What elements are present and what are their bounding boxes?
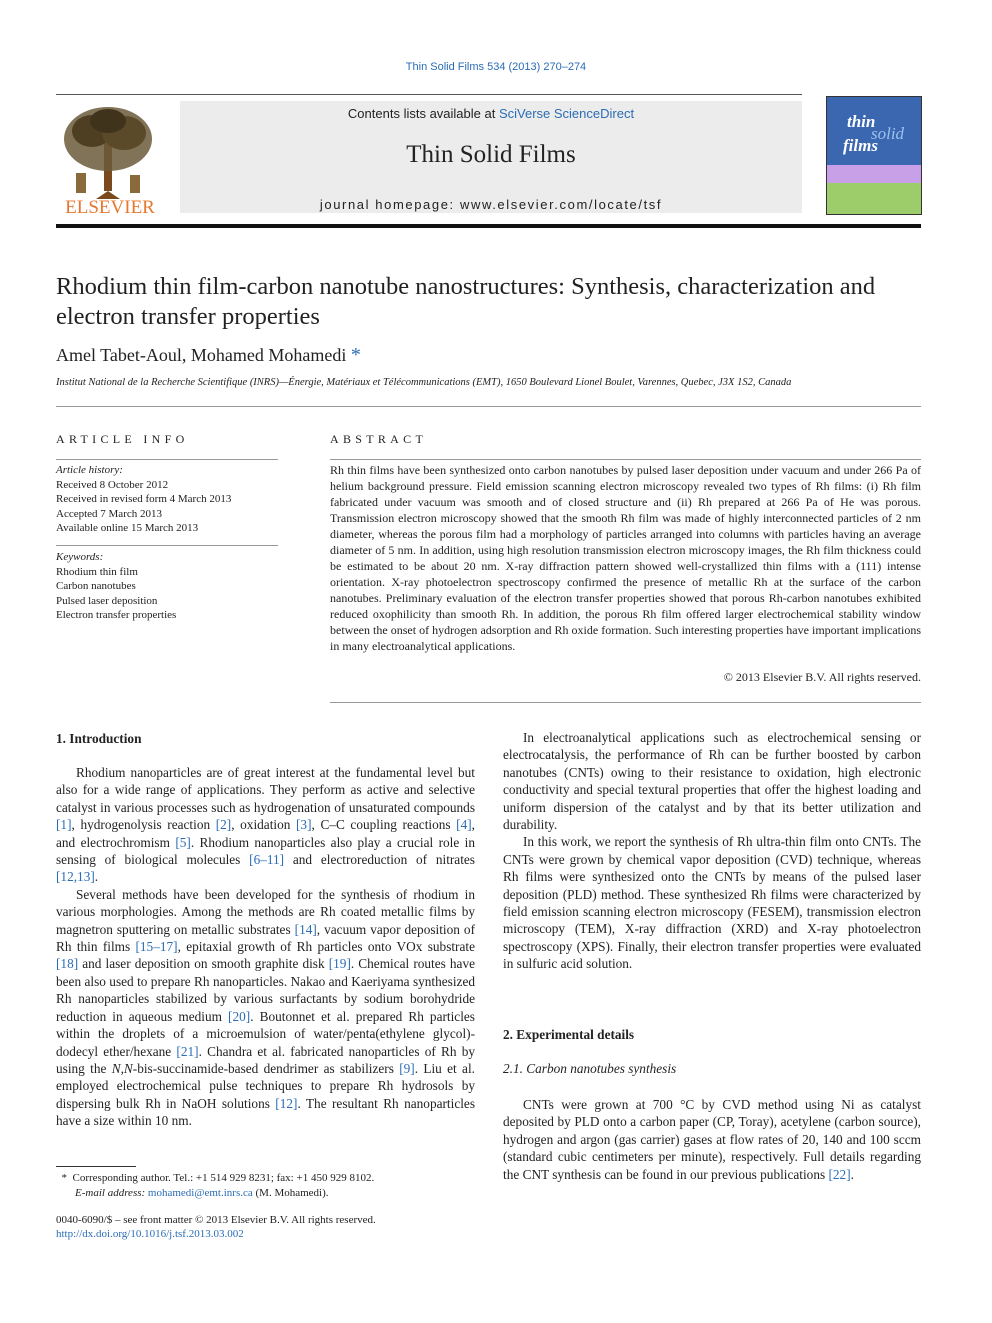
abstract-copyright: © 2013 Elsevier B.V. All rights reserved. xyxy=(723,670,921,684)
authors xyxy=(56,344,361,367)
corresponding-author-footnote xyxy=(56,1171,374,1186)
contents-line xyxy=(180,106,802,121)
title-rule xyxy=(56,406,921,407)
keywords xyxy=(56,550,278,623)
abstract-rule-top xyxy=(330,459,921,460)
elsevier-tree-icon xyxy=(56,103,164,215)
email-footnote xyxy=(75,1186,329,1201)
svg-text:solid: solid xyxy=(871,124,905,143)
elsevier-logo xyxy=(56,103,164,215)
affiliation: Institut National de la Recherche Scientifique (INRS)—Énergie, Matériaux et Télécommunications (EMT), 1650 Boulevard Lionel Boulet, Varennes, Quebec, J3X 1S2, Canada xyxy=(56,377,792,388)
keyword-item: Rhodium thin film xyxy=(56,565,138,578)
abstract-heading: ABSTRACT xyxy=(330,432,428,446)
journal-homepage[interactable]: journal homepage: www.elsevier.com/locate/tsf xyxy=(319,197,663,212)
keyword-item: Electron transfer properties xyxy=(56,609,177,622)
abstract-rule-bottom xyxy=(330,702,921,703)
header-thick-rule xyxy=(56,224,921,228)
corresponding-author-mark[interactable]: * xyxy=(350,344,361,366)
history-item: Accepted 7 March 2013 xyxy=(56,507,162,520)
journal-cover-thumbnail xyxy=(826,96,922,215)
keyword-item: Carbon nanotubes xyxy=(56,580,136,593)
paragraph: In this work, we report the synthesis of Rh ultra-thin film onto CNTs. The CNTs were grown by chemical vapor deposition (CVD) technique, whereas Rh films were synthesized onto the CNTs by means of the pulsed laser deposition (PLD) method. These synthesized Rh films were characterized by field emission scanning electron microscopy (FESEM), transmission electron microscopy (TEM), X-ray diffraction (XRD) and X-ray photoelectron spectroscopy (XPS). Finally, their electron transfer properties were evaluated in sulfuric acid solution. xyxy=(503,834,921,972)
paragraph: Rhodium nanoparticles are of great interest at the fundamental level but also for a wide range of applications. They perform as active and selective catalyst in various processes such as hydrogenation of unsaturated compounds [1], hydrogenolysis reaction [2], oxidation [3], C–C coupling reactions [4], and electrochromism [5]. Rhodium nanoparticles also play a crucial role in sensing of biological molecules [6–11] and electroreduction of nitrates [12,13]. xyxy=(56,765,475,885)
history-item: Received 8 October 2012 xyxy=(56,478,169,491)
email-suffix: (M. Mohamedi). xyxy=(252,1187,329,1199)
paragraph: In electroanalytical applications such as electrochemical sensing or electrocatalysis, the performance of Rh can be further boosted by carbon nanotubes (CNTs) owing to their resistance to oxidation, high electronic conductivity and special textural properties that offer the highest loading and uniform dispersion of the catalyst and by that its better utilization and durability. xyxy=(503,730,921,833)
keywords-label: Keywords: xyxy=(56,551,104,563)
keyword-item: Pulsed laser deposition xyxy=(56,594,158,607)
article-info-heading: ARTICLE INFO xyxy=(56,432,189,446)
cnt-synthesis-heading: 2.1. Carbon nanotubes synthesis xyxy=(503,1061,677,1076)
cnt-synthesis-body xyxy=(503,1096,921,1183)
svg-text:films: films xyxy=(843,136,878,155)
abstract-text: Rh thin films have been synthesized onto carbon nanotubes by pulsed laser deposition under vacuum and under 266 Pa of helium background pressure. Field emission scanning electron microscopy revealed two types of Rh films: (i) Rh film fabricated under vacuum was smooth and of closed structure and (ii) Rh prepared at 266 Pa of He was porous. Transmission electron microscopy showed that the smooth Rh film was made of highly interconnected particles of 2 nm diameter, whereas the porous film had a morphology of particles arranged into columns with particles having an average diameter of 5 nm. In addition, using high resolution transmission electron microscopy images, the Rh film thickness could be estimated to be about 20 nm. X-ray diffraction pattern showed well-crystallized thin films with a (111) intense orientation. X-ray photoelectron spectroscopy confirmed the presence of metallic Rh at the surface of the carbon nanotubes. Preliminary evaluation of the electron transfer properties showed that porous Rh-carbon nanotubes exhibited reduced oxophilicity than smooth Rh. In addition, the porous Rh film offered larger electrochemical stability window between the onset of hydrogen adsorption and Rh oxide formation. Such interesting properties have important implications in many electroanalytical applications. xyxy=(330,463,921,653)
header-rule xyxy=(56,94,802,95)
contents-prefix: Contents lists available at xyxy=(347,106,499,121)
svg-text:thin: thin xyxy=(847,112,876,131)
corresponding-author-text: Corresponding author. Tel.: +1 514 929 8231; fax: +1 450 929 8102. xyxy=(72,1172,375,1184)
introduction-body xyxy=(56,764,475,1130)
keywords-rule xyxy=(56,545,278,546)
history-item: Received in revised form 4 March 2013 xyxy=(56,493,232,506)
article-info-rule xyxy=(56,459,278,460)
experimental-heading: 2. Experimental details xyxy=(503,1027,635,1042)
introduction-heading: 1. Introduction xyxy=(56,731,142,746)
history-label: Article history: xyxy=(56,464,123,476)
journal-name: Thin Solid Films xyxy=(406,141,576,168)
paper-title: Rhodium thin film-carbon nanotube nanostructures: Synthesis, characterization and electron transfer properties xyxy=(56,273,876,330)
paragraph: CNTs were grown at 700 °C by CVD method using Ni as catalyst deposited by PLD onto a carbon paper (CP, Toray), acetylene (carbon source), hydrogen and argon (gas carrier) gases at flow rates of 20, 140 and 100 sccm (standard cubic centimeters per minute), respectively. Full details regarding the CNT synthesis can be found in our previous publications [22]. xyxy=(503,1097,921,1182)
introduction-body-continued xyxy=(503,729,921,973)
history-item: Available online 15 March 2013 xyxy=(56,522,199,535)
doi-link[interactable]: http://dx.doi.org/10.1016/j.tsf.2013.03.002 xyxy=(56,1228,244,1240)
paragraph: Several methods have been developed for the synthesis of rhodium in various morphologies. Among the methods are Rh coated metallic films by magnetron sputtering on metallic substrates [14], vacuum vapor deposition of Rh thin films [15–17], epitaxial growth of Rh particles onto VOx substrate [18] and laser deposition on smooth graphite disk [19]. Chemical routes have been also used to prepare Rh nanoparticles. Nakao and Kaeriyama synthesized Rh nanoparticles stabilized by various surfactants by sodium borohydride reduction in aqueous medium [20]. Boutonnet et al. prepared Rh particles within the droplets of a microemulsion of water/penta(ethylene glycol)-dodecyl ether/hexane [21]. Chandra et al. fabricated nanoparticles of Rh by using the N,N-bis-succinamide-based dendrimer as stabilizers [9]. Liu et al. employed electrochemical pulse techniques to prepare Rh hydrosols by dispersing bulk Rh in NaOH solutions [12]. The resultant Rh nanoparticles have a size within 10 nm. xyxy=(56,886,475,1129)
article-history xyxy=(56,463,278,536)
journal-cover-icon xyxy=(827,97,921,214)
journal-reference[interactable]: Thin Solid Films 534 (2013) 270–274 xyxy=(405,61,587,73)
sciencedirect-link[interactable]: SciVerse ScienceDirect xyxy=(498,106,635,121)
email-link[interactable]: mohamedi@emt.inrs.ca xyxy=(147,1187,253,1199)
author-names: Amel Tabet-Aoul, Mohamed Mohamedi xyxy=(56,345,347,365)
publisher-logo-text: ELSEVIER xyxy=(65,197,155,215)
email-label: E-mail address: xyxy=(75,1187,148,1199)
footnote-mark: * xyxy=(56,1172,73,1184)
footnote-rule xyxy=(56,1166,136,1167)
issn-line: 0040-6090/$ – see front matter © 2013 Elsevier B.V. All rights reserved. xyxy=(56,1214,376,1226)
